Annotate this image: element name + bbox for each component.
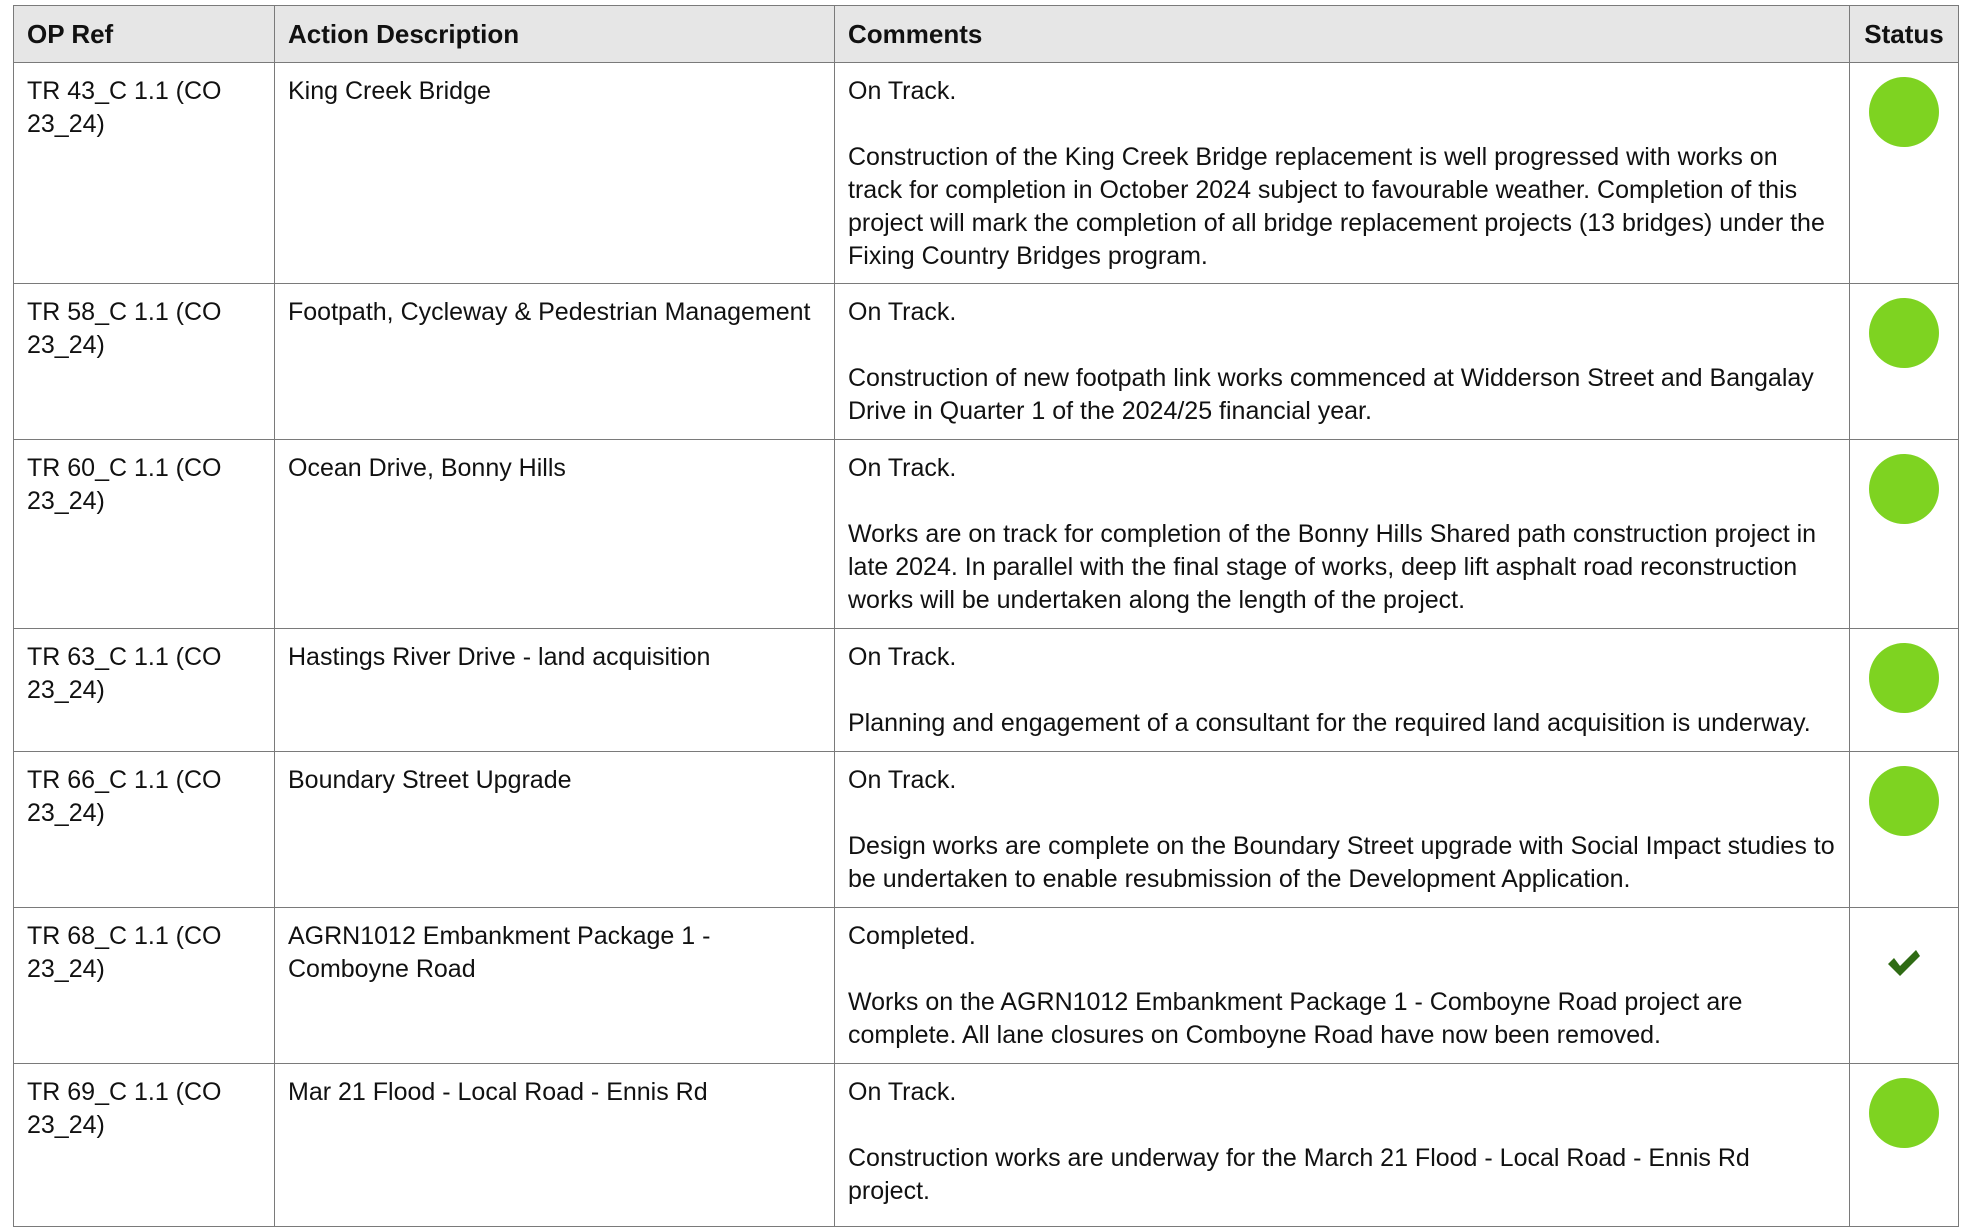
status-report-table-container bbox=[13, 5, 1958, 1227]
status-cell bbox=[1850, 908, 1959, 1064]
table-row bbox=[14, 1064, 1959, 1227]
comment-status-text: On Track. bbox=[848, 643, 957, 671]
comments-cell bbox=[835, 908, 1850, 1064]
green-circle-icon bbox=[1869, 77, 1939, 147]
op-ref-cell: TR 66_C 1.1 (CO 23_24) bbox=[14, 752, 275, 908]
op-ref-cell: TR 60_C 1.1 (CO 23_24) bbox=[14, 440, 275, 629]
comment-status-text: On Track. bbox=[848, 1078, 957, 1106]
header-action-description: Action Description bbox=[275, 6, 835, 63]
comment-detail-text: Works are on track for completion of the Bonny Hills Shared path construction project in late 2024. In parallel with the final stage of works, deep lift asphalt road reconstruction works will be undertaken along the length of the project. bbox=[848, 520, 1817, 614]
comment-detail-text: Construction of new footpath link works commenced at Widderson Street and Bangalay Drive in Quarter 1 of the 2024/25 financial year. bbox=[848, 364, 1814, 425]
comment-detail-text: Construction works are underway for the March 21 Flood - Local Road - Ennis Rd project. bbox=[848, 1144, 1750, 1205]
comment-status-text: On Track. bbox=[848, 298, 957, 326]
comment-status-text: Completed. bbox=[848, 922, 976, 950]
status-cell bbox=[1850, 629, 1959, 752]
header-op-ref: OP Ref bbox=[14, 6, 275, 63]
action-description-cell: Boundary Street Upgrade bbox=[275, 752, 835, 908]
comments-cell bbox=[835, 63, 1850, 284]
comments-cell bbox=[835, 284, 1850, 440]
status-cell bbox=[1850, 284, 1959, 440]
comments-cell bbox=[835, 1064, 1850, 1227]
action-description-cell: AGRN1012 Embankment Package 1 - Comboyne Road bbox=[275, 908, 835, 1064]
action-description-cell: Mar 21 Flood - Local Road - Ennis Rd bbox=[275, 1064, 835, 1227]
comments-cell bbox=[835, 752, 1850, 908]
comments-cell bbox=[835, 440, 1850, 629]
table-header-row bbox=[14, 6, 1959, 63]
status-cell bbox=[1850, 1064, 1959, 1227]
action-description-cell: Ocean Drive, Bonny Hills bbox=[275, 440, 835, 629]
green-checkmark-icon bbox=[1886, 948, 1922, 987]
op-ref-cell: TR 43_C 1.1 (CO 23_24) bbox=[14, 63, 275, 284]
action-description-cell: Hastings River Drive - land acquisition bbox=[275, 629, 835, 752]
green-circle-icon bbox=[1869, 643, 1939, 713]
green-circle-icon bbox=[1869, 298, 1939, 368]
table-row bbox=[14, 752, 1959, 908]
table-row bbox=[14, 63, 1959, 284]
comment-detail-text: Works on the AGRN1012 Embankment Package 1 - Comboyne Road project are complete. All lane closures on Comboyne Road have now been removed. bbox=[848, 988, 1743, 1049]
action-description-cell: King Creek Bridge bbox=[275, 63, 835, 284]
op-ref-cell: TR 68_C 1.1 (CO 23_24) bbox=[14, 908, 275, 1064]
op-ref-cell: TR 58_C 1.1 (CO 23_24) bbox=[14, 284, 275, 440]
table-row bbox=[14, 284, 1959, 440]
status-cell bbox=[1850, 752, 1959, 908]
header-comments: Comments bbox=[835, 6, 1850, 63]
table-row bbox=[14, 440, 1959, 629]
table-row bbox=[14, 908, 1959, 1064]
comments-cell bbox=[835, 629, 1850, 752]
comment-status-text: On Track. bbox=[848, 77, 957, 105]
green-circle-icon bbox=[1869, 1078, 1939, 1148]
op-ref-cell: TR 63_C 1.1 (CO 23_24) bbox=[14, 629, 275, 752]
comment-status-text: On Track. bbox=[848, 454, 957, 482]
status-cell bbox=[1850, 63, 1959, 284]
header-status: Status bbox=[1850, 6, 1959, 63]
status-cell bbox=[1850, 440, 1959, 629]
green-circle-icon bbox=[1869, 766, 1939, 836]
comment-detail-text: Design works are complete on the Boundary Street upgrade with Social Impact studies to be undertaken to enable resubmission of the Development Application. bbox=[848, 832, 1835, 893]
comment-detail-text: Planning and engagement of a consultant for the required land acquisition is underway. bbox=[848, 709, 1811, 737]
status-report-table bbox=[13, 5, 1959, 1227]
op-ref-cell: TR 69_C 1.1 (CO 23_24) bbox=[14, 1064, 275, 1227]
action-description-cell: Footpath, Cycleway & Pedestrian Management bbox=[275, 284, 835, 440]
green-circle-icon bbox=[1869, 454, 1939, 524]
comment-detail-text: Construction of the King Creek Bridge replacement is well progressed with works on track for completion in October 2024 subject to favourable weather. Completion of this project will mark the completion of all bridge replacement projects (13 bridges) under the Fixing Country Bridges program. bbox=[848, 143, 1825, 270]
comment-status-text: On Track. bbox=[848, 766, 957, 794]
table-row bbox=[14, 629, 1959, 752]
